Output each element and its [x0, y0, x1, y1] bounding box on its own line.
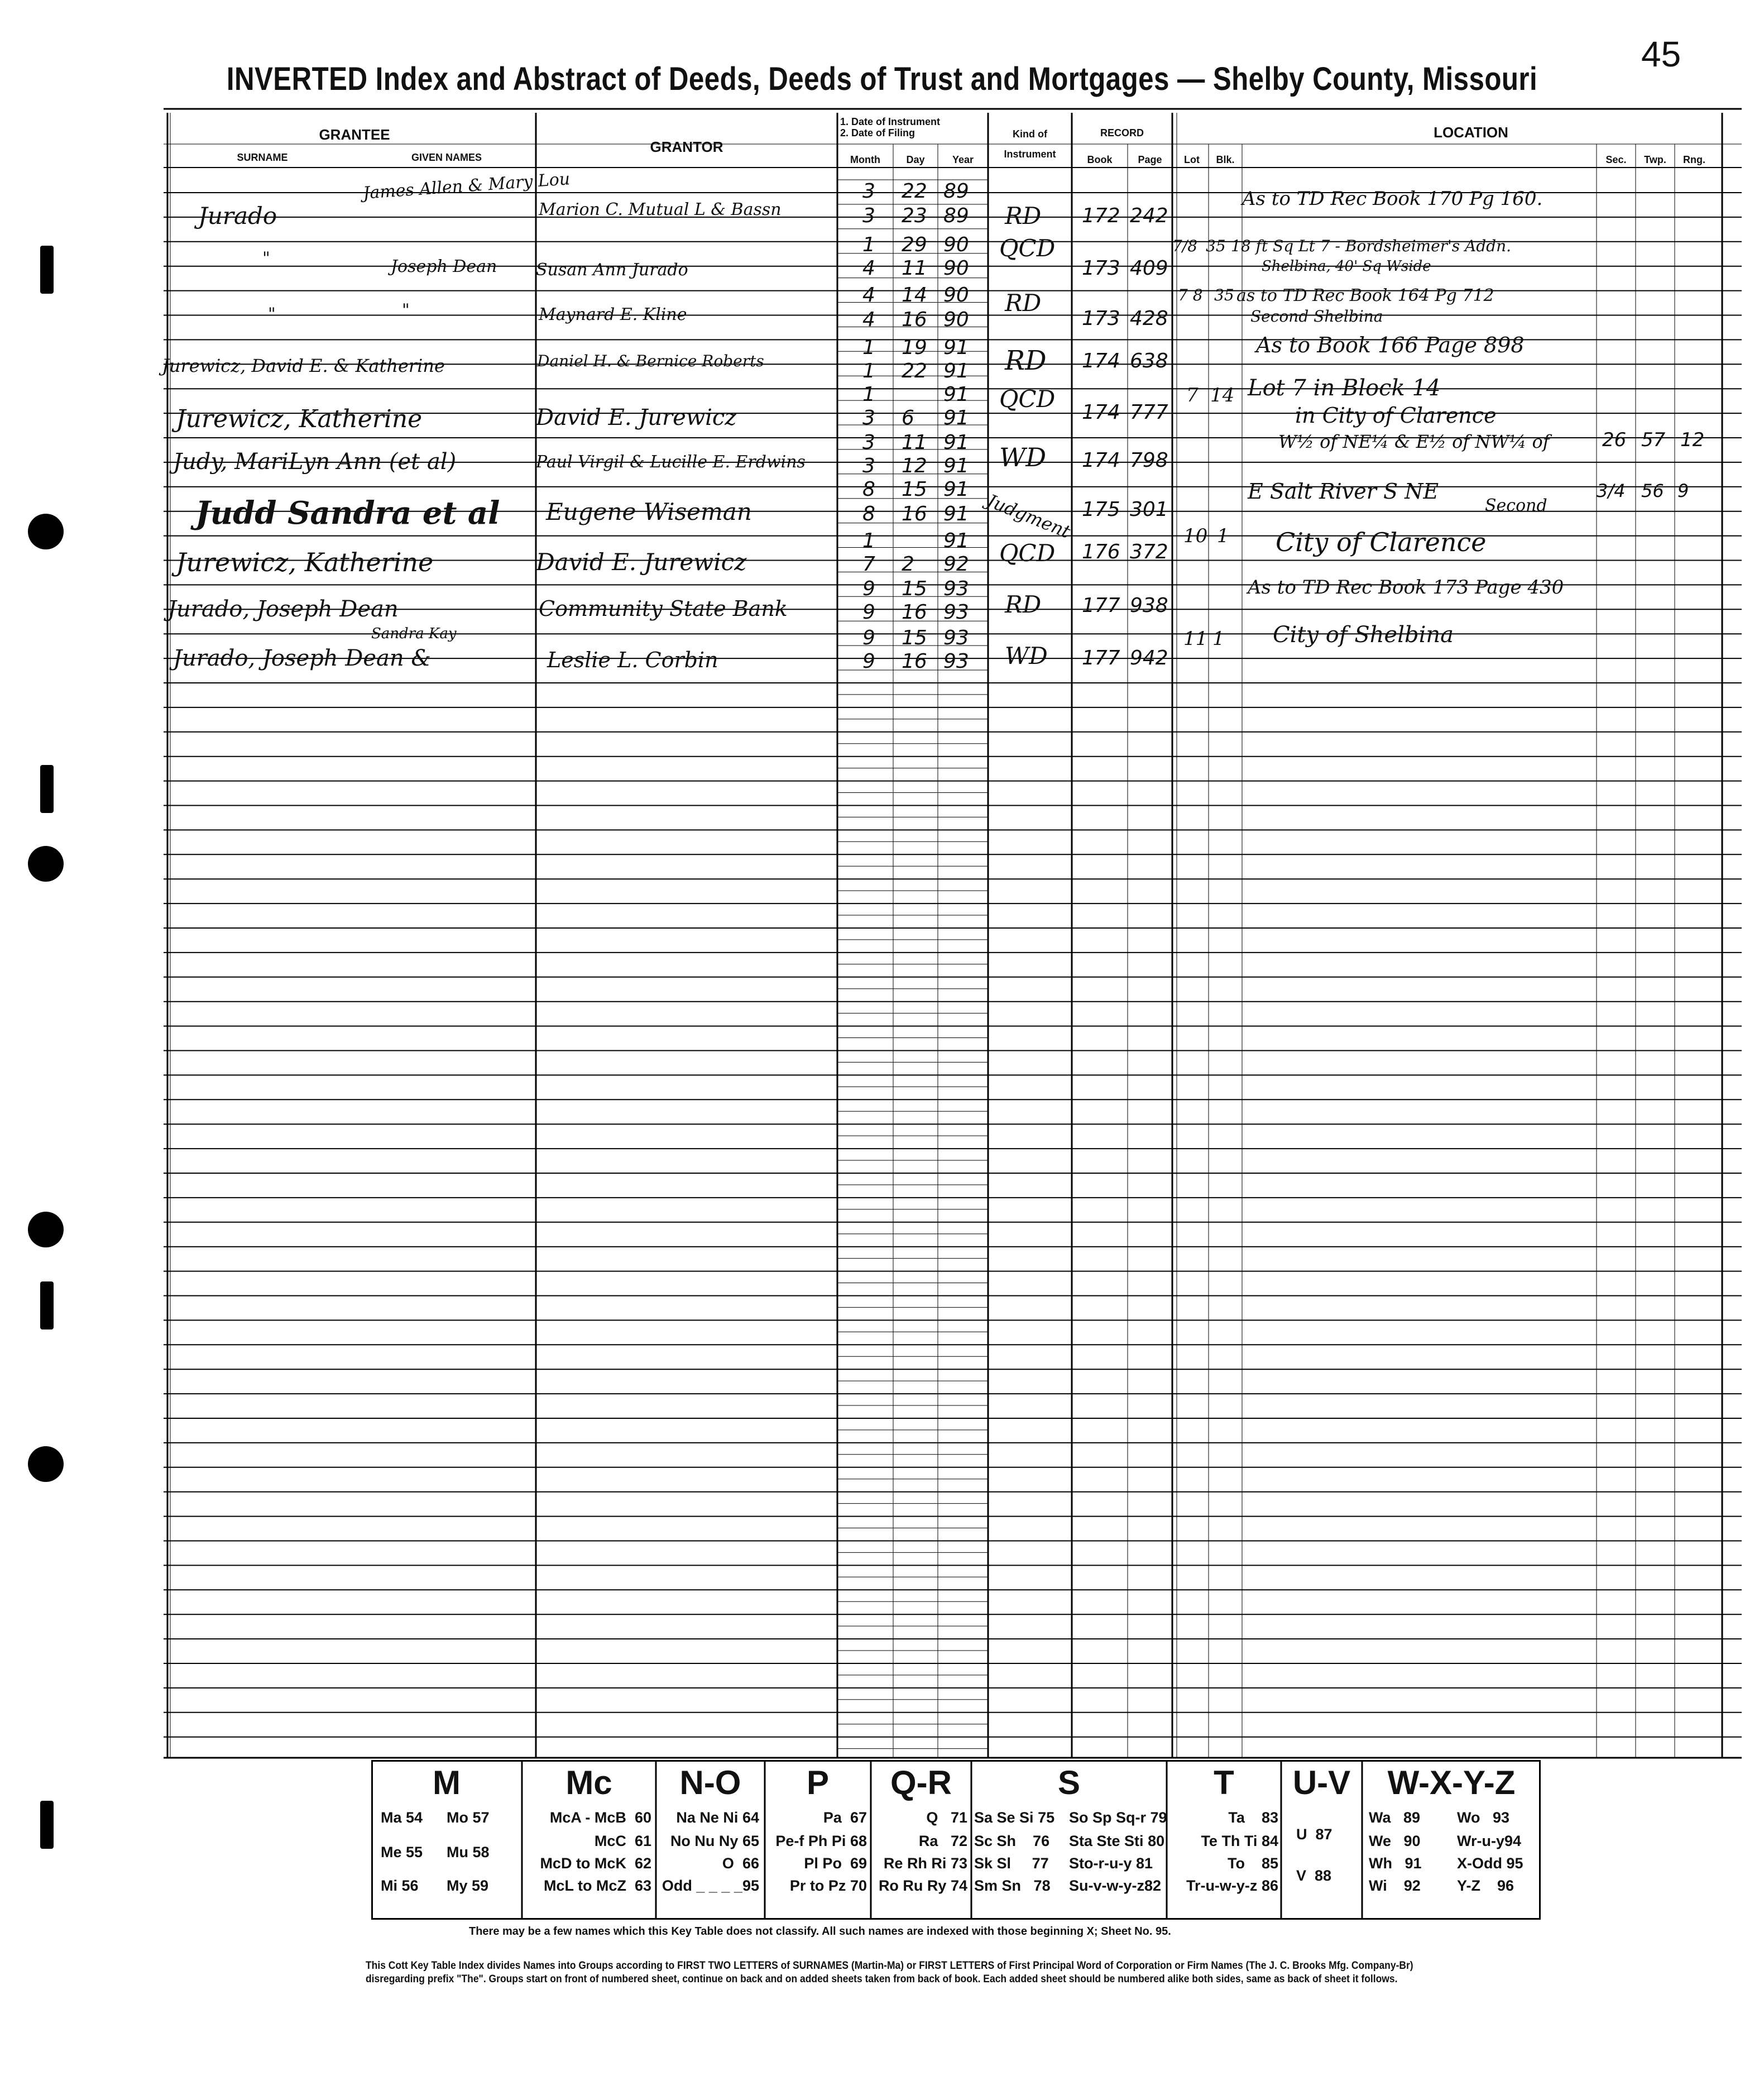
key-cell: Na Ne Ni 64 [676, 1809, 759, 1826]
entry-4-d1-year: 91 [943, 336, 969, 359]
key-cell: No Nu Ny 65 [670, 1833, 759, 1849]
key-cell: Re Rh Ri 73 [883, 1855, 967, 1872]
entry-8-d1-year: 91 [943, 529, 969, 552]
entry-4-d1-month: 1 [862, 336, 875, 359]
entry-2-page: 409 [1130, 257, 1168, 280]
key-cell: Me 55 [381, 1844, 423, 1861]
entry-3-book: 173 [1082, 307, 1120, 330]
key-cell: Pl Po 69 [804, 1855, 867, 1872]
entry-1-book: 172 [1082, 204, 1120, 227]
entry-5-location2: in City of Clarence [1295, 403, 1497, 428]
key-cell: Sto-r-u-y 81 [1069, 1855, 1153, 1872]
key-cell: Mu 58 [447, 1844, 490, 1861]
entry-7-location: E Salt River S NE [1248, 479, 1439, 504]
entry-2-given: Joseph Dean [391, 257, 497, 276]
entry-3-page: 428 [1130, 307, 1168, 330]
entry-6-grantor: Paul Virgil & Lucille E. Erdwins [536, 452, 806, 472]
key-cell: McL to McZ 63 [543, 1877, 651, 1894]
entry-4-d2-day: 22 [902, 360, 927, 382]
entry-9-kind: RD [1005, 591, 1042, 618]
entry-1-d1-year: 89 [943, 180, 969, 203]
entry-3-d2-month: 4 [862, 308, 875, 331]
entry-1-d1-month: 3 [862, 180, 875, 203]
entry-2-d2-day: 11 [902, 257, 927, 280]
entry-8-surname: Jurewicz, Katherine [176, 547, 434, 577]
entry-6-rng: 12 [1680, 429, 1705, 451]
entry-10-location: City of Shelbina [1273, 622, 1454, 648]
entry-3-d2-day: 16 [902, 308, 927, 331]
key-cell: McA - McB 60 [549, 1809, 651, 1826]
key-cell: Wa 89 [1369, 1809, 1421, 1826]
header-twp: Twp. [1644, 154, 1666, 165]
entry-7-page: 301 [1130, 498, 1168, 521]
entry-8-location: City of Clarence [1276, 527, 1487, 557]
entry-1-given: James Allen & Mary Lou [362, 169, 571, 203]
entry-10-grantor: Leslie L. Corbin [547, 648, 718, 672]
entry-5-d2-month: 3 [862, 406, 875, 429]
entry-2-grantor: Susan Ann Jurado [536, 260, 688, 280]
entry-3-d1-day: 14 [902, 284, 927, 307]
entry-4-surname: Jurewicz, David E. & Katherine [162, 355, 445, 376]
key-cell: So Sp Sq-r 79 [1069, 1809, 1167, 1826]
entry-5-page: 777 [1130, 401, 1168, 424]
entry-5-d2-year: 91 [943, 406, 969, 429]
key-cell: Pr to Pz 70 [789, 1877, 867, 1894]
entry-5-book: 174 [1082, 401, 1120, 424]
header-kind-of: Kind of [1013, 128, 1047, 140]
header-lot: Lot [1184, 154, 1200, 165]
entry-3-location2: Second Shelbina [1250, 307, 1383, 326]
entry-1-surname: Jurado [198, 202, 277, 229]
entry-3-location: as to TD Rec Book 164 Pg 712 [1236, 286, 1494, 305]
header-rng: Rng. [1683, 154, 1705, 165]
key-cell: Wi 92 [1369, 1877, 1421, 1894]
key-cell: To 85 [1227, 1855, 1278, 1872]
key-cell: Pa 67 [823, 1809, 867, 1826]
key-group-q-r: Q-R [890, 1764, 952, 1801]
entry-4-book: 174 [1082, 350, 1120, 372]
entry-3-surname: " [268, 304, 276, 324]
key-cell: X-Odd 95 [1457, 1855, 1523, 1872]
entry-10-surname: Jurado, Joseph Dean & [173, 645, 431, 671]
entry-7-d2-year: 91 [943, 503, 969, 525]
key-group-p: P [806, 1764, 830, 1801]
entry-4-d2-year: 91 [943, 360, 969, 382]
entry-5-surname: Jurewicz, Katherine [176, 405, 423, 433]
entry-7-book: 175 [1082, 498, 1120, 521]
entry-6-d1-year: 91 [943, 431, 969, 454]
key-cell: Wr-u-y94 [1457, 1833, 1522, 1849]
entry-7-location2: Second [1485, 496, 1547, 515]
entry-10-d2-day: 16 [902, 650, 927, 673]
key-cell: Odd _ _ _ _95 [662, 1877, 759, 1894]
header-book: Book [1087, 154, 1113, 165]
entry-1-grantor: Marion C. Mutual L & Bassn [539, 200, 782, 219]
entry-9-d1-month: 9 [862, 577, 875, 600]
key-cell: Tr-u-w-y-z 86 [1186, 1877, 1278, 1894]
entry-6-d1-day: 11 [902, 431, 927, 454]
key-group-w-x-y-z: W-X-Y-Z [1387, 1764, 1516, 1801]
page-title: INVERTED Index and Abstract of Deeds, Deeds of Trust and Mortgages — Shelby County, Missouri [226, 61, 1538, 97]
key-group-s: S [1057, 1764, 1081, 1801]
key-cell: Sa Se Si 75 [974, 1809, 1055, 1826]
entry-3-d1-year: 90 [943, 284, 969, 307]
entry-1-page: 242 [1130, 204, 1168, 227]
entry-6-d2-day: 12 [902, 455, 927, 477]
entry-8-grantor: David E. Jurewicz [536, 548, 747, 576]
entry-7-twp: 56 [1641, 480, 1664, 501]
entry-6-surname: Judy, MariLyn Ann (et al) [173, 449, 457, 475]
entry-9-location: As to TD Rec Book 173 Page 430 [1248, 576, 1564, 599]
key-table-note: There may be a few names which this Key Table does not classify. All such names are indexed with those beginning X; Sheet No. 95. [469, 1925, 1171, 1938]
entry-8-d1-month: 1 [862, 529, 875, 552]
entry-8-d2-year: 92 [943, 553, 969, 576]
entry-5-blk: 14 [1210, 384, 1235, 406]
key-cell: Sta Ste Sti 80 [1069, 1833, 1165, 1849]
key-cell: McC 61 [594, 1833, 651, 1849]
entry-1-d2-day: 23 [902, 204, 927, 227]
key-group-mc: Mc [565, 1764, 612, 1801]
key-cell: Wh 91 [1369, 1855, 1422, 1872]
entry-2-d1-year: 90 [943, 233, 969, 256]
key-cell: Ra 72 [918, 1833, 967, 1849]
key-cell: Te Th Ti 84 [1201, 1833, 1278, 1849]
entry-6-page: 798 [1130, 449, 1168, 472]
entry-8-book: 176 [1082, 541, 1120, 563]
key-cell: Wo 93 [1457, 1809, 1510, 1826]
entry-2-d2-year: 90 [943, 257, 969, 280]
footer-line-2: disregarding prefix "The". Groups start on front of numbered sheet, continue on back and on added sheets taken from back of book. Each added sheet should be numbered alike both sides, same as back of sheet it follows. [366, 1973, 1398, 1985]
entry-9-d2-year: 93 [943, 601, 969, 624]
key-group-u-v: U-V [1292, 1764, 1351, 1801]
entry-4-grantor: Daniel H. & Bernice Roberts [537, 352, 764, 370]
key-cell: O 66 [722, 1855, 759, 1872]
entry-8-lot: 10 [1183, 525, 1208, 547]
entry-2-blk: 35 [1206, 237, 1226, 255]
entry-3-d2-year: 90 [943, 308, 969, 331]
entry-6-location: W½ of NE¼ & E½ of NW¼ of [1278, 431, 1550, 452]
entry-7-d1-year: 91 [943, 478, 969, 501]
entry-10-d1-month: 9 [862, 626, 875, 649]
key-cell: Sm Sn 78 [974, 1877, 1051, 1894]
header-record: RECORD [1100, 127, 1144, 138]
key-cell: My 59 [447, 1877, 489, 1894]
footer-line-1: This Cott Key Table Index divides Names into Groups according to FIRST TWO LETTERS of SURNAMES (Martin-Ma) or FIRST LETTERS of First Principal Word of Corporation or Firm Names (The J. C. Brooks Mfg. Company-Br) [366, 1960, 1413, 1972]
key-cell: Mi 56 [381, 1877, 419, 1894]
entry-2-book: 173 [1082, 257, 1120, 280]
entry-3-blk: 35 [1214, 286, 1234, 304]
entry-2-d1-day: 29 [902, 233, 927, 256]
key-cell: U 87 [1296, 1826, 1332, 1843]
entry-10-d2-year: 93 [943, 650, 969, 673]
entry-3-given: " [402, 300, 410, 320]
entry-1-d2-year: 89 [943, 204, 969, 227]
header-year: Year [952, 154, 974, 165]
entry-9-grantor: Community State Bank [539, 596, 788, 621]
header-grantee: GRANTEE [319, 126, 390, 143]
key-cell: Y-Z 96 [1457, 1877, 1514, 1894]
entry-6-d2-month: 3 [862, 455, 875, 477]
key-cell: McD to McK 62 [540, 1855, 651, 1872]
entry-2-kind: QCD [999, 235, 1056, 262]
entry-8-d2-day: 2 [902, 553, 914, 576]
key-group-t: T [1214, 1764, 1234, 1801]
entry-5-kind: QCD [999, 385, 1056, 413]
entry-9-d2-day: 16 [902, 601, 927, 624]
entry-7-d2-month: 8 [862, 503, 875, 525]
entry-7-d2-day: 16 [902, 503, 927, 525]
entry-2-d1-month: 1 [862, 233, 875, 256]
header-blk: Blk. [1216, 154, 1235, 165]
entry-8-blk: 1 [1217, 525, 1229, 547]
entry-7-d1-day: 15 [902, 478, 927, 501]
entry-6-twp: 57 [1641, 429, 1666, 451]
header-date-filing: 2. Date of Filing [840, 127, 915, 138]
entry-10-d1-day: 15 [902, 626, 927, 649]
entry-5-d1-month: 1 [862, 383, 875, 406]
entry-9-page: 938 [1130, 594, 1168, 617]
entry-7-rng: 9 [1677, 480, 1689, 501]
header-instrument: Instrument [1004, 149, 1056, 160]
entry-3-d1-month: 4 [862, 284, 875, 307]
header-day: Day [906, 154, 925, 165]
entry-9-surname: Jurado, Joseph Dean [167, 596, 399, 622]
entry-2-surname: " [262, 248, 270, 268]
header-location: LOCATION [1434, 124, 1508, 141]
header-page: Page [1138, 154, 1162, 165]
key-cell: Su-v-w-y-z82 [1069, 1877, 1162, 1894]
entry-4-d2-month: 1 [862, 360, 875, 382]
entry-10-kind: WD [1005, 642, 1048, 669]
entry-2-location: 18 ft Sq Lt 7 - Bordsheimer's Addn. [1231, 237, 1512, 255]
entry-4-page: 638 [1130, 350, 1168, 372]
header-given-names: GIVEN NAMES [411, 152, 482, 163]
entry-1-d1-day: 22 [902, 180, 927, 203]
key-group-m: M [433, 1764, 461, 1801]
entry-5-d1-year: 91 [943, 383, 969, 406]
entry-10-book: 177 [1082, 647, 1120, 669]
entry-7-kind: Judgment [984, 490, 1073, 543]
entry-10-blk: 1 [1212, 628, 1225, 650]
entry-1-kind: RD [1005, 202, 1042, 229]
entry-10-given: Sandra Kay [371, 625, 457, 642]
key-cell: Mo 57 [447, 1809, 490, 1826]
entry-3-grantor: Maynard E. Kline [539, 305, 687, 324]
entry-1-d2-month: 3 [862, 204, 875, 227]
entry-4-location: As to Book 166 Page 898 [1256, 333, 1525, 357]
key-cell: Sc Sh 76 [974, 1833, 1050, 1849]
entry-10-lot: 11 [1183, 628, 1208, 650]
key-group-n-o: N-O [679, 1764, 741, 1801]
entry-9-book: 177 [1082, 594, 1120, 617]
key-cell: We 90 [1369, 1833, 1421, 1849]
entry-9-d2-month: 9 [862, 601, 875, 624]
key-cell: V 88 [1296, 1867, 1332, 1884]
entry-3-lot: 7 8 [1178, 286, 1203, 304]
entry-6-kind: WD [999, 442, 1047, 472]
header-date-instrument: 1. Date of Instrument [840, 116, 941, 127]
page-number: 45 [1641, 34, 1681, 74]
entry-8-page: 372 [1130, 541, 1168, 563]
entry-4-kind: RD [1005, 345, 1047, 376]
entry-5-location: Lot 7 in Block 14 [1248, 375, 1441, 401]
header-sec: Sec. [1605, 154, 1627, 165]
key-cell: Ta 83 [1228, 1809, 1278, 1826]
entry-5-grantor: David E. Jurewicz [536, 405, 737, 431]
header-surname: SURNAME [237, 152, 288, 163]
entry-10-page: 942 [1130, 647, 1168, 669]
entry-2-lot: 7/8 [1172, 237, 1198, 255]
header-month: Month [850, 154, 880, 165]
entry-10-d1-year: 93 [943, 626, 969, 649]
entry-9-d1-day: 15 [902, 577, 927, 600]
key-cell: Sk Sl 77 [974, 1855, 1049, 1872]
entry-9-d1-year: 93 [943, 577, 969, 600]
entry-6-d2-year: 91 [943, 455, 969, 477]
entry-6-d1-month: 3 [862, 431, 875, 454]
entry-7-grantor: Eugene Wiseman [546, 498, 752, 525]
key-cell: Pe-f Ph Pi 68 [775, 1833, 867, 1849]
entry-8-kind: QCD [999, 539, 1056, 567]
entry-3-kind: RD [1005, 289, 1042, 317]
entry-5-lot: 7 [1186, 384, 1199, 406]
entry-7-d1-month: 8 [862, 478, 875, 501]
entry-2-d2-month: 4 [862, 257, 875, 280]
entry-4-d1-day: 19 [902, 336, 927, 359]
entry-5-d2-day: 6 [902, 406, 914, 429]
key-cell: Ma 54 [381, 1809, 423, 1826]
entry-8-d2-month: 7 [862, 553, 875, 576]
key-cell: Ro Ru Ry 74 [878, 1877, 967, 1894]
entry-2-location2: Shelbina, 40' Sq Wside [1262, 258, 1431, 275]
entry-7-surname: Judd Sandra et al [195, 495, 500, 532]
entry-6-sec: 26 [1602, 429, 1627, 451]
header-grantor: GRANTOR [650, 138, 723, 155]
entry-6-book: 174 [1082, 449, 1120, 472]
key-cell: Q 71 [926, 1809, 967, 1826]
entry-7-sec: 3/4 [1597, 480, 1626, 501]
entry-1-location: As to TD Rec Book 170 Pg 160. [1242, 188, 1543, 210]
entry-10-d2-month: 9 [862, 650, 875, 673]
